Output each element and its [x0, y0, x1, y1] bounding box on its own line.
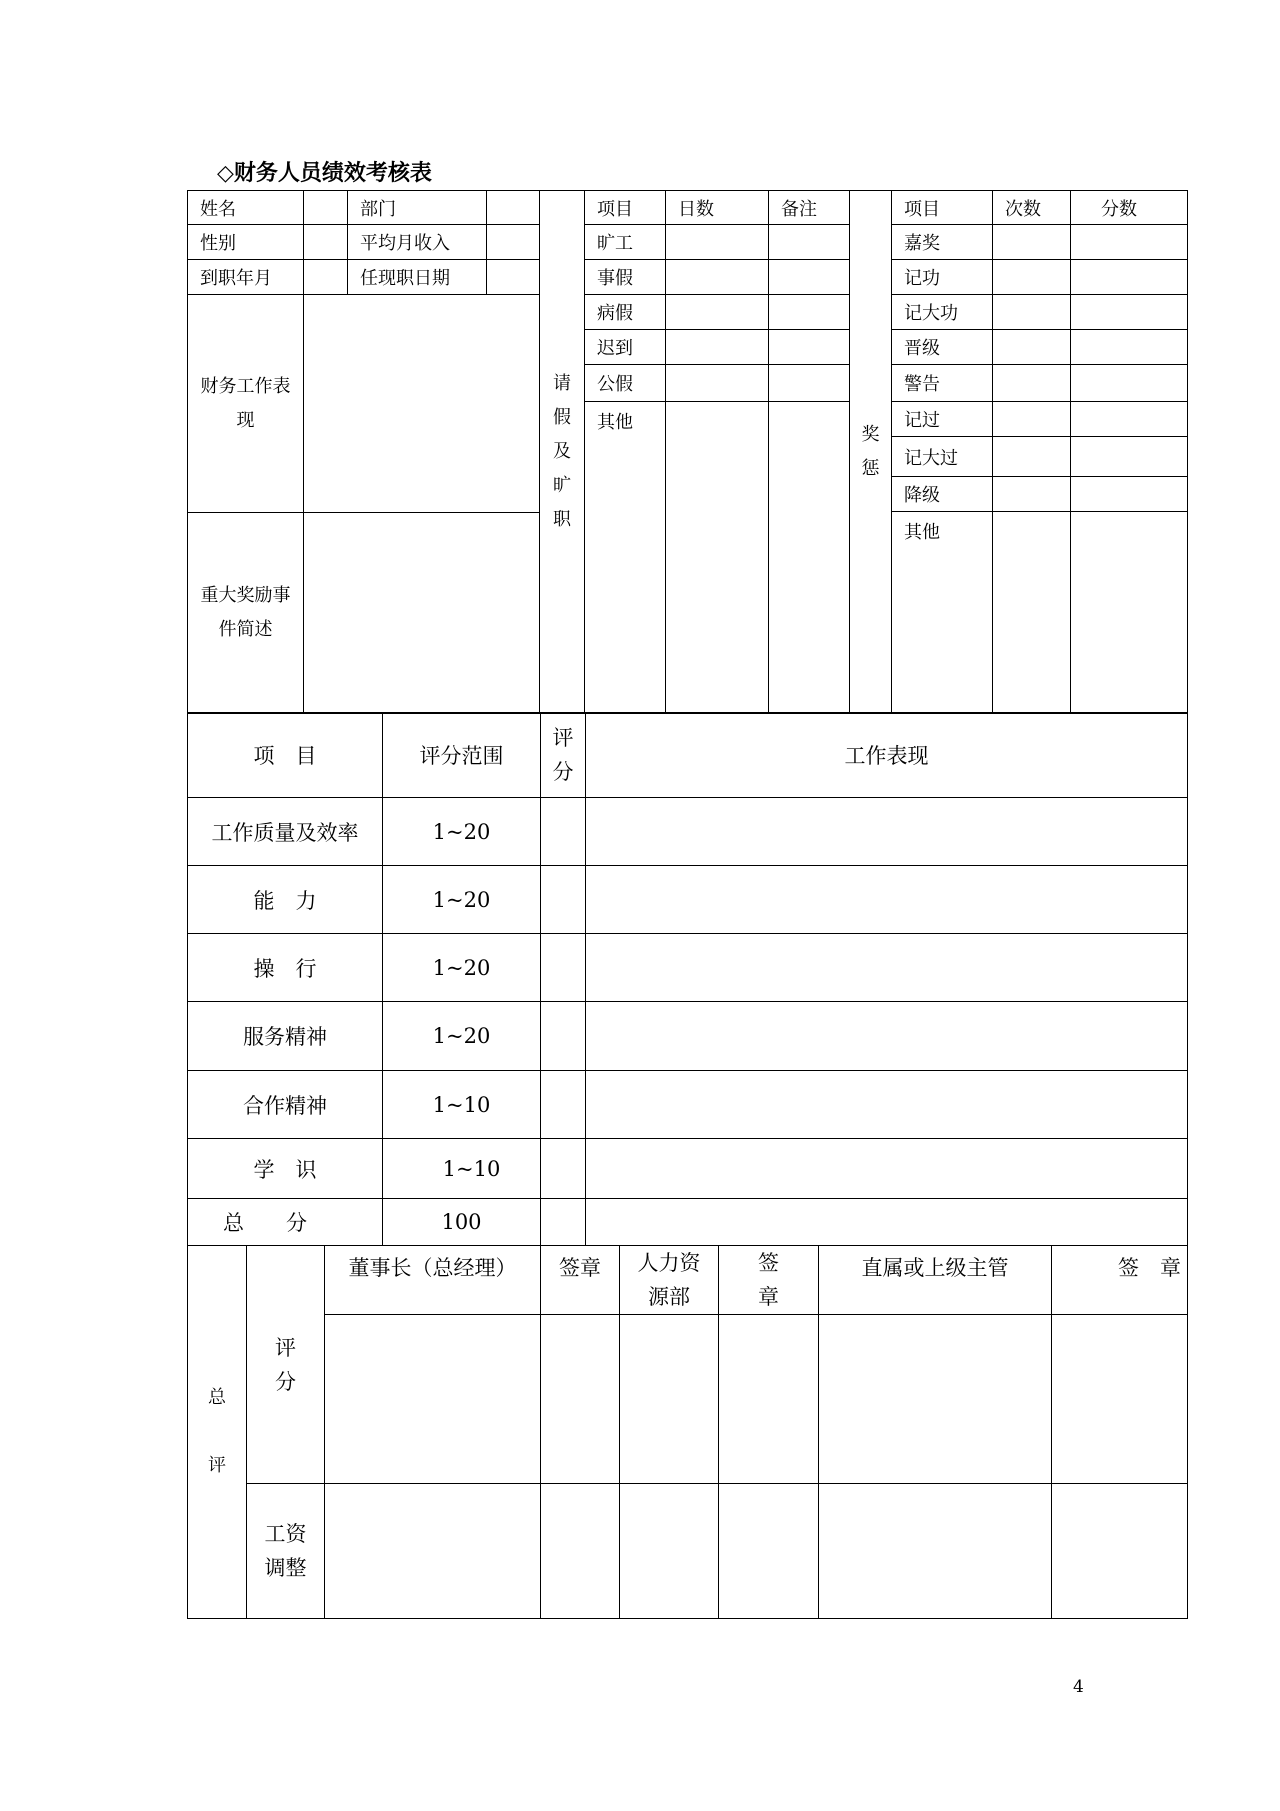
dept-field[interactable]	[487, 191, 540, 225]
score-total-item: 总 分	[188, 1199, 383, 1246]
leave-header-item: 项目	[585, 191, 666, 225]
leave-note-cell[interactable]	[769, 365, 850, 402]
reward-count-cell[interactable]	[993, 295, 1071, 330]
reward-item: 警告	[892, 365, 993, 402]
leave-days-cell[interactable]	[666, 365, 769, 402]
score-row-performance[interactable]	[586, 1002, 1188, 1071]
hr-label: 人力资源部	[620, 1246, 719, 1315]
score-row-performance[interactable]	[586, 1071, 1188, 1139]
score-row-item: 能 力	[188, 866, 383, 934]
score-header-score: 评分	[541, 713, 586, 798]
seal1-label: 签章	[541, 1246, 620, 1315]
reward-score-cell[interactable]	[1071, 512, 1188, 714]
leave-note-cell[interactable]	[769, 260, 850, 295]
reward-score-cell[interactable]	[1071, 477, 1188, 512]
reward-score-cell[interactable]	[1071, 365, 1188, 402]
seal3-salary[interactable]	[1052, 1484, 1188, 1619]
current-post-field[interactable]	[487, 260, 540, 295]
reward-count-cell[interactable]	[993, 402, 1071, 437]
score-row-score[interactable]	[541, 1139, 586, 1199]
score-row-performance[interactable]	[586, 866, 1188, 934]
rewards-header-item: 项目	[892, 191, 993, 225]
score-row-range: 1~20	[383, 866, 541, 934]
seal1-score[interactable]	[541, 1315, 620, 1484]
major-award-field[interactable]	[304, 513, 540, 714]
score-row-range: 1~10	[383, 1071, 541, 1139]
score-row-performance[interactable]	[586, 1139, 1188, 1199]
rewards-section-label: 奖惩	[850, 191, 892, 714]
reward-score-cell[interactable]	[1071, 295, 1188, 330]
leave-item: 公假	[585, 365, 666, 402]
supervisor-salary[interactable]	[819, 1484, 1052, 1619]
reward-item: 记过	[892, 402, 993, 437]
join-field[interactable]	[304, 260, 348, 295]
rewards-header-score: 分数	[1071, 191, 1188, 225]
score-row-range: 1~10	[383, 1139, 541, 1199]
eval-section-label: 总评	[188, 1246, 247, 1619]
name-field[interactable]	[304, 191, 348, 225]
reward-item: 记大功	[892, 295, 993, 330]
score-row-performance[interactable]	[586, 934, 1188, 1002]
reward-count-cell[interactable]	[993, 225, 1071, 260]
supervisor-score[interactable]	[819, 1315, 1052, 1484]
major-award-label: 重大奖励事件简述	[188, 513, 304, 714]
reward-item: 嘉奖	[892, 225, 993, 260]
reward-score-cell[interactable]	[1071, 437, 1188, 477]
score-total-score[interactable]	[541, 1199, 586, 1246]
rewards-header-count: 次数	[993, 191, 1071, 225]
seal1-salary[interactable]	[541, 1484, 620, 1619]
leave-header-days: 日数	[666, 191, 769, 225]
score-row-range: 1~20	[383, 798, 541, 866]
reward-item: 降级	[892, 477, 993, 512]
score-row-performance[interactable]	[586, 798, 1188, 866]
reward-item: 其他	[892, 512, 993, 714]
score-row-item: 服务精神	[188, 1002, 383, 1071]
join-label: 到职年月	[188, 260, 304, 295]
leave-section-label: 请假及旷职	[540, 191, 585, 714]
page-title: ◇财务人员绩效考核表	[217, 160, 432, 186]
income-label: 平均月收入	[348, 225, 487, 260]
hr-salary[interactable]	[620, 1484, 719, 1619]
chairman-salary[interactable]	[325, 1484, 541, 1619]
reward-count-cell[interactable]	[993, 512, 1071, 714]
evaluation-table	[187, 1245, 1188, 1619]
leave-days-cell[interactable]	[666, 260, 769, 295]
gender-label: 性别	[188, 225, 304, 260]
seal2-score[interactable]	[719, 1315, 819, 1484]
leave-item: 病假	[585, 295, 666, 330]
work-perf-field[interactable]	[304, 295, 540, 513]
leave-note-cell[interactable]	[769, 295, 850, 330]
leave-item: 事假	[585, 260, 666, 295]
eval-salary-label: 工资调整	[247, 1484, 325, 1619]
leave-note-cell[interactable]	[769, 402, 850, 714]
score-header-range: 评分范围	[383, 713, 541, 798]
leave-days-cell[interactable]	[666, 402, 769, 714]
score-row-range: 1~20	[383, 1002, 541, 1071]
income-field[interactable]	[487, 225, 540, 260]
seal2-label: 签章	[719, 1246, 819, 1315]
score-total-performance[interactable]	[586, 1199, 1188, 1246]
current-post-label: 任现职日期	[348, 260, 487, 295]
chairman-score[interactable]	[325, 1315, 541, 1484]
seal3-label: 签 章	[1052, 1246, 1188, 1315]
score-row-item: 工作质量及效率	[188, 798, 383, 866]
leave-header-note: 备注	[769, 191, 850, 225]
score-row-item: 操 行	[188, 934, 383, 1002]
score-row-score[interactable]	[541, 866, 586, 934]
score-header-item: 项 目	[188, 713, 383, 798]
seal3-score[interactable]	[1052, 1315, 1188, 1484]
reward-score-cell[interactable]	[1071, 225, 1188, 260]
score-header-performance: 工作表现	[586, 713, 1188, 798]
dept-label: 部门	[348, 191, 487, 225]
score-row-item: 合作精神	[188, 1071, 383, 1139]
gender-field[interactable]	[304, 225, 348, 260]
leave-days-cell[interactable]	[666, 330, 769, 365]
reward-count-cell[interactable]	[993, 260, 1071, 295]
leave-item: 其他	[585, 402, 666, 714]
score-row-score[interactable]	[541, 798, 586, 866]
chairman-label: 董事长（总经理）	[325, 1246, 541, 1315]
scoring-table	[187, 712, 1188, 1246]
hr-score[interactable]	[620, 1315, 719, 1484]
name-label: 姓名	[188, 191, 304, 225]
reward-count-cell[interactable]	[993, 330, 1071, 365]
page-number: 4	[1073, 1677, 1084, 1697]
eval-score-label: 评分	[247, 1246, 325, 1484]
reward-score-cell[interactable]	[1071, 330, 1188, 365]
score-row-item: 学 识	[188, 1139, 383, 1199]
seal2-salary[interactable]	[719, 1484, 819, 1619]
leave-days-cell[interactable]	[666, 225, 769, 260]
leave-note-cell[interactable]	[769, 225, 850, 260]
reward-item: 晋级	[892, 330, 993, 365]
reward-count-cell[interactable]	[993, 477, 1071, 512]
leave-item: 旷工	[585, 225, 666, 260]
supervisor-label: 直属或上级主管	[819, 1246, 1052, 1315]
reward-count-cell[interactable]	[993, 437, 1071, 477]
reward-item: 记功	[892, 260, 993, 295]
leave-days-cell[interactable]	[666, 295, 769, 330]
score-row-score[interactable]	[541, 1002, 586, 1071]
reward-score-cell[interactable]	[1071, 260, 1188, 295]
reward-score-cell[interactable]	[1071, 402, 1188, 437]
leave-note-cell[interactable]	[769, 330, 850, 365]
score-total-range: 100	[383, 1199, 541, 1246]
reward-count-cell[interactable]	[993, 365, 1071, 402]
score-row-score[interactable]	[541, 934, 586, 1002]
work-perf-label: 财务工作表现	[188, 295, 304, 513]
info-table	[187, 190, 1188, 714]
score-row-score[interactable]	[541, 1071, 586, 1139]
score-row-range: 1~20	[383, 934, 541, 1002]
reward-item: 记大过	[892, 437, 993, 477]
leave-item: 迟到	[585, 330, 666, 365]
